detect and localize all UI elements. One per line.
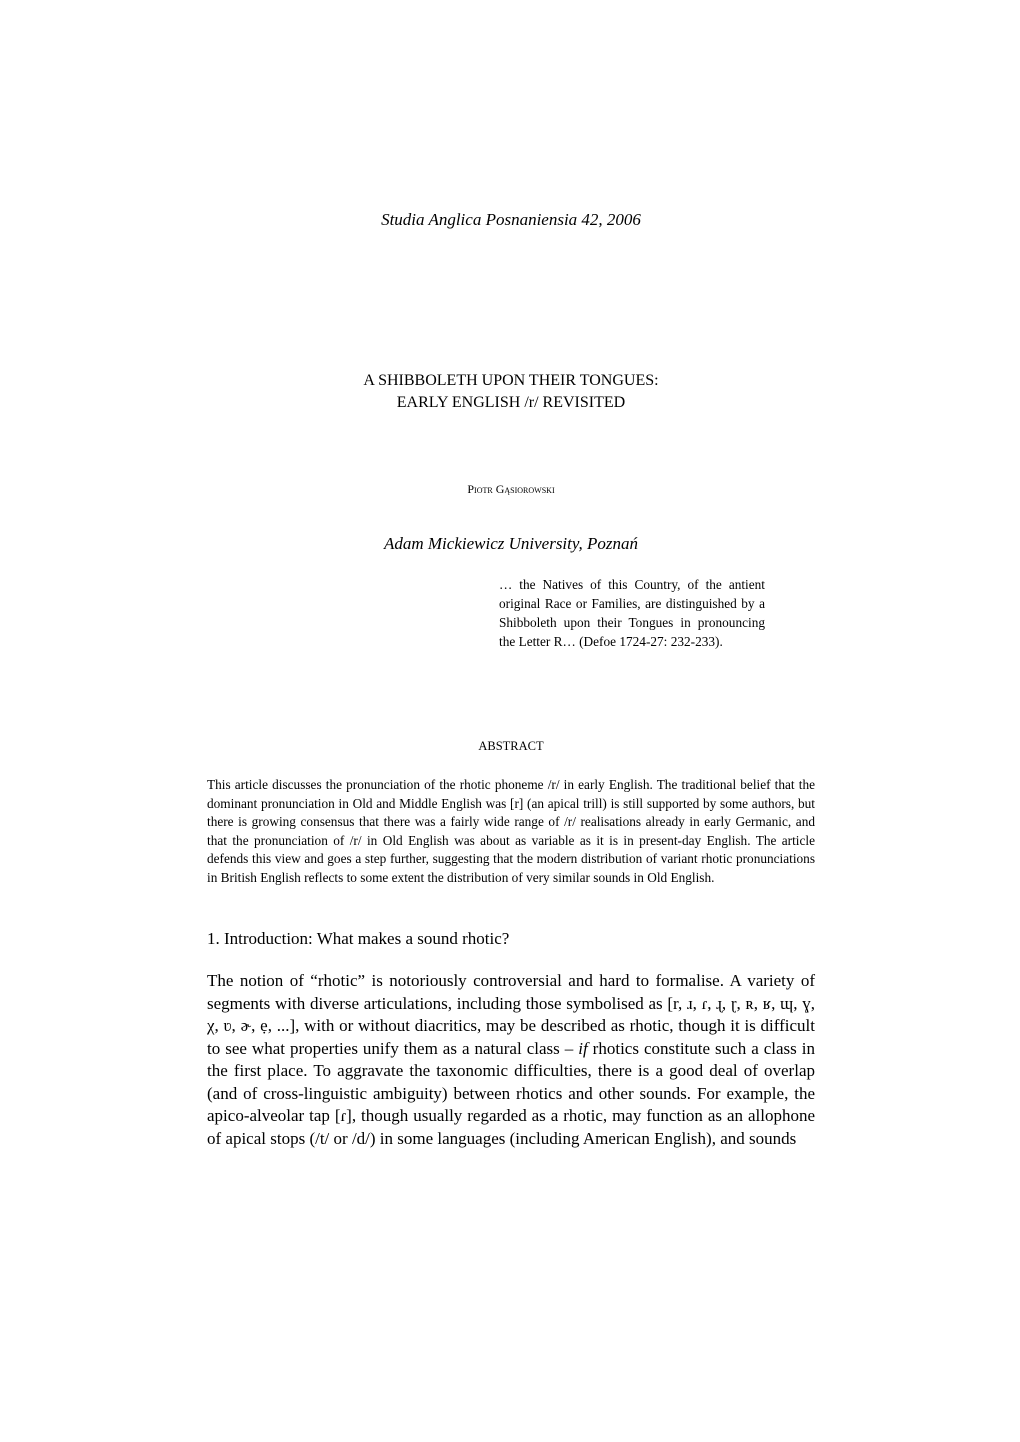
abstract-text: This article discusses the pronunciation of the rhotic phoneme /r/ in early English. The traditional belief that the dominant pronunciation in Old and Middle English was [r] (an apical trill) is still supported by some authors, but there is growing consensus that there was a fairly wide range of /r/ realisations already in early Germanic, and that the pronunciation of /r/ in Old English was about as variable as it is in present-day English. The article defends this view and goes a step further, suggesting that the modern distribution of variant rhotic pronunciations in British English reflects to some extent the distribution of very similar sounds in Old English. (207, 777, 815, 885)
author-name: Piotr Gąsiorowski (467, 482, 555, 496)
body-paragraph-part-1: The notion of “rhotic” is notoriously controversial and hard to formalise. A variety of segments with diverse articulations, including those symbolised as [r, ɹ, ɾ, ɻ, ɽ, ʀ, ʁ, ɰ, ɣ, χ, ʋ, ɚ, ẹ, ...], with or without diacritics, may be described as rhotic, though it is difficult to see what properties unify them as a natural class – (207, 971, 815, 1058)
title-line-2: EARLY ENGLISH /r/ REVISITED (396, 394, 626, 411)
body-paragraph-part-2: rhotics constitute such a class in the first place. To aggravate the taxonomic difficulties, there is a good deal of overlap (and of cross-linguistic ambiguity) between rhotics and other sounds. For example, the apico-alveolar tap [ɾ], though usually regarded as a rhotic, may function as an allophone of apical stops (/t/ or /d/) in some languages (including American English), and sounds (207, 1038, 816, 1148)
article-title (207, 370, 815, 414)
author-affiliation: Adam Mickiewicz University, Poznań (383, 534, 638, 553)
body-paragraph (207, 970, 815, 1150)
body-paragraph-italic: if (578, 1038, 588, 1058)
section-heading: 1. Introduction: What makes a sound rhotic? (207, 929, 510, 948)
journal-header: Studia Anglica Posnaniensia 42, 2006 (381, 210, 641, 229)
epigraph-quote: … the Natives of this Country, of the antient original Race or Families, are distinguished by a Shibboleth upon their Tongues in pronouncing the Letter R… (Defoe 1724-27: 232-233). (499, 577, 765, 649)
abstract-heading: ABSTRACT (478, 739, 544, 753)
title-line-1: A SHIBBOLETH UPON THEIR TONGUES: (363, 372, 659, 389)
